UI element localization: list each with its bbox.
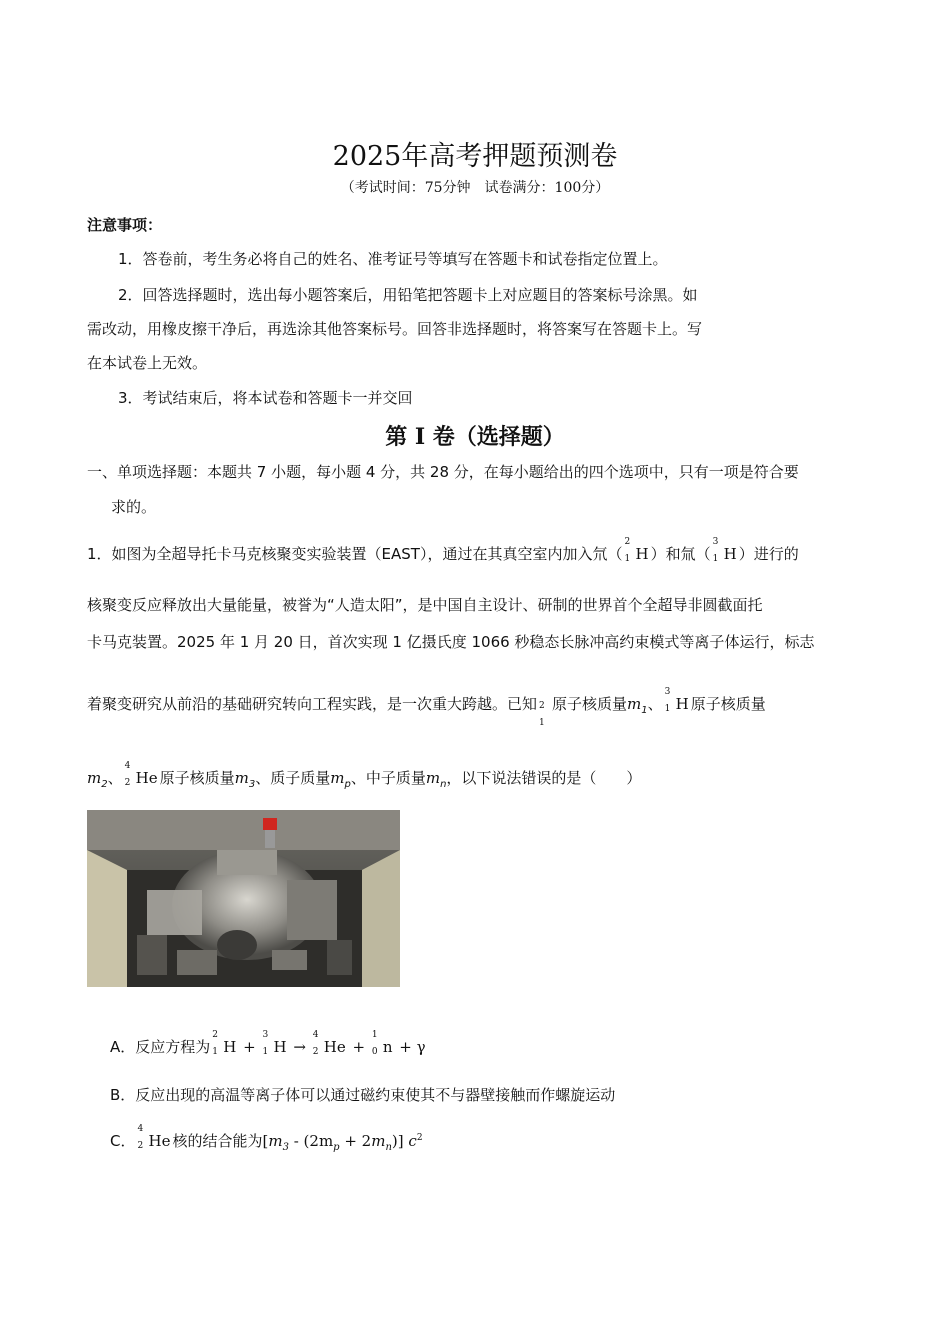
notes-heading: 注意事项： — [87, 216, 163, 234]
exam-info: （考试时间：75分钟 试卷满分：100分） — [340, 180, 610, 196]
section-instruction-line-2: 求的。 — [111, 498, 157, 516]
page-title: 2025年高考押题预测卷 — [332, 141, 618, 172]
tritium-symbol: 3 1 H — [712, 537, 737, 564]
tritium-symbol-2: 3 1 H — [664, 687, 689, 714]
binding-energy-expression: $[m_3 - (2m_p + 2m_n)]$ $c^2$ — [262, 1132, 423, 1153]
note-item-2-line-2: 需改动，用橡皮擦干净后，再选涂其他答案标号。回答非选择题时，将答案写在答题卡上。写 — [87, 320, 703, 338]
fusion-equation: 2 1 H + 3 1 H → 4 2 He + 1 0 n + γ — [212, 1030, 426, 1057]
section-title: 第 I 卷（选择题） — [385, 424, 565, 450]
helium-symbol: 4 2 He — [124, 761, 158, 788]
note-item-2-line-3: 在本试卷上无效。 — [87, 354, 208, 372]
section-instruction-line-1: 一、单项选择题：本题共 7 小题，每小题 4 分，共 28 分，在每小题给出的四个选项中，只有一项是符合要 — [87, 463, 799, 481]
question-1-line-3: 卡马克装置。2025 年 1 月 20 日，首次实现 1 亿摄氏度 1066 秒稳态长脉冲高约束模式等离子体运行，标志 — [87, 633, 815, 651]
note-item-2-line-1: 2．回答选择题时，选出每小题答案后，用铅笔把答题卡上对应题目的答案标号涂黑。如 — [118, 286, 698, 304]
note-item-3: 3．考试结束后，将本试卷和答题卡一并交回 — [118, 389, 413, 407]
question-1-line-2: 核聚变反应释放出大量能量，被誉为“人造太阳”，是中国自主设计、研制的世界首个全超导非圆截面托 — [87, 596, 763, 614]
question-1-line-4: 着聚变研究从前沿的基础研究转向工程实践，是一次重大跨越。已知 2 1 原子核质量$m_1$、 3 1 H 原子核质量 — [87, 687, 766, 728]
deuterium-symbol: 2 1 H — [624, 537, 649, 564]
question-1-line-1: 1．如图为全超导托卡马克核聚变实验装置（EAST），通过在其真空室内加入氘（ 2 1 H ）和氚（ 3 1 H ）进行的 — [87, 537, 799, 564]
note-item-1: 1．答卷前，考生务必将自己的姓名、准考证号等填写在答题卡和试卷指定位置上。 — [118, 250, 668, 268]
option-b: B．反应出现的高温等离子体可以通过磁约束使其不与器壁接触而作螺旋运动 — [110, 1086, 616, 1104]
east-tokamak-photo — [87, 810, 400, 987]
helium-symbol-2: 4 2 He — [137, 1124, 171, 1151]
option-c: C． 4 2 He 核的结合能为$[m_3 - (2m_p + 2m_n)]$ $c^2$ — [110, 1124, 423, 1153]
option-a: A．反应方程为 2 1 H + 3 1 H → 4 2 He + 1 0 n + γ — [110, 1030, 426, 1057]
question-1-line-5: $m_2$、 4 2 He 原子核质量$m_3$、质子质量$m_p$、中子质量$m_n$，以下说法错误的是（ ） — [87, 761, 642, 790]
